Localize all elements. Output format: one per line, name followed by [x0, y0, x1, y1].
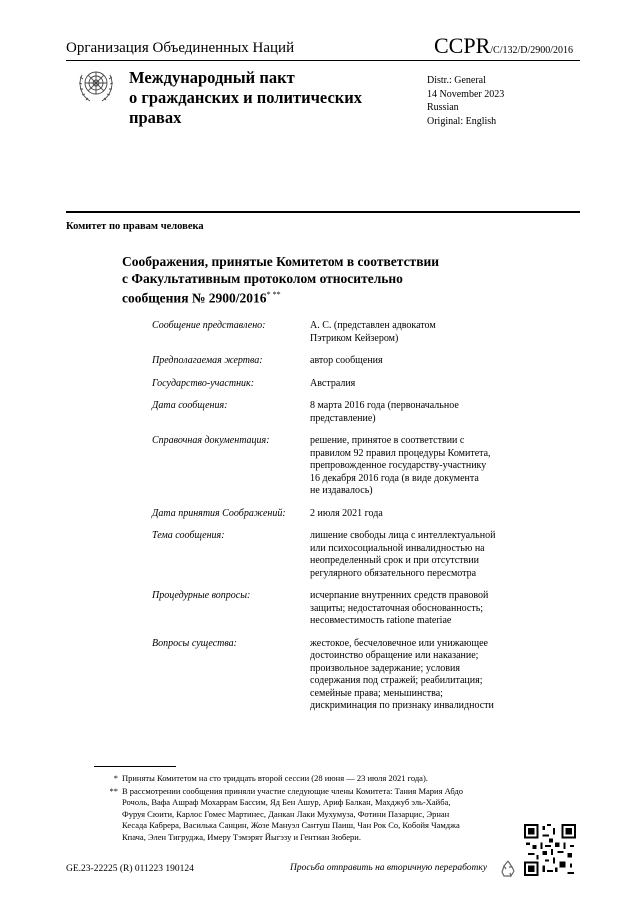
footnote-line: Рочоль, Вафа Ашраф Мохаррам Бассим, Яд Бен Ашур, Ариф Балкан, Махджуб эль-Хайба, — [122, 797, 451, 807]
metadata-label: Вопросы существа: — [152, 637, 237, 649]
metadata-row — [152, 355, 522, 368]
value-line: дискриминация по признаку инвалидности — [310, 700, 494, 711]
value-line: 8 марта 2016 года (первоначальное — [310, 400, 459, 411]
title-line: Международный пакт — [129, 68, 295, 87]
metadata-value — [310, 378, 522, 391]
value-line: не издавалось) — [310, 485, 373, 496]
metadata-row — [152, 638, 522, 713]
value-line: защиты; недостаточная обоснованность; — [310, 602, 484, 614]
metadata-row — [152, 508, 522, 521]
value-line: правилом 92 правил процедуры Комитета, — [310, 447, 491, 459]
value-line: лишение свободы лица с интеллектуальной — [310, 530, 496, 541]
metadata-value — [310, 530, 522, 580]
value-line: семейные права; меньшинства; — [310, 687, 443, 699]
document-title-line: Соображения, принятые Комитетом в соответствии — [122, 254, 440, 269]
title-line: правах — [129, 108, 182, 127]
value-line: 16 декабря 2016 года (в виде документа — [310, 472, 479, 484]
job-number: GE.23-22225 (R) 011223 190124 — [66, 864, 194, 874]
metadata-label: Предполагаемая жертва: — [152, 355, 263, 366]
footnote-line: Кесада Кабрера, Василька Санцин, Жозе Мануэл Сантуш Паиш, Чан Рок Со, Кобойя Чамджа — [122, 820, 460, 830]
qr-code-icon — [524, 824, 576, 876]
heading-divider — [66, 211, 580, 213]
metadata-value — [310, 508, 522, 521]
communication-metadata — [152, 320, 522, 723]
metadata-row — [152, 400, 522, 425]
metadata-value — [310, 355, 522, 368]
distribution-line: Distr.: General — [427, 75, 486, 86]
metadata-row — [152, 590, 522, 628]
metadata-row — [152, 435, 522, 498]
value-line: несовместимость ratione materiae — [310, 615, 452, 626]
metadata-value — [310, 638, 522, 713]
value-line: решение, принятое в соответствии с — [310, 435, 465, 446]
document-title — [122, 254, 522, 307]
value-line: или психосоциальной инвалидностью на — [310, 542, 485, 554]
distribution-language: Russian — [427, 102, 459, 113]
value-line: 2 июля 2021 года — [310, 507, 383, 519]
value-line: Пэтриком Кейзером) — [310, 332, 399, 344]
footnote-reference: * ** — [266, 290, 281, 299]
footnote-mark: ** — [109, 785, 118, 796]
metadata-row — [152, 378, 522, 391]
metadata-label: Дата принятия Соображений: — [152, 507, 286, 519]
recycle-icon — [498, 858, 518, 878]
footnote-text — [122, 786, 463, 844]
footnote-text — [122, 773, 428, 785]
symbol-main: CCPR — [434, 33, 491, 58]
footnote-line: В рассмотрении сообщения приняли участие следующие члены Комитета: Тания Мария Абдо — [122, 785, 464, 796]
value-line: жестокое, бесчеловечное или унижающее — [310, 637, 488, 649]
document-title-line: с Факультативным протоколом относительно — [122, 270, 403, 286]
document-symbol — [434, 33, 573, 59]
metadata-label: Дата сообщения: — [152, 400, 228, 411]
document-title-line — [122, 287, 522, 307]
metadata-value — [310, 590, 522, 628]
covenant-title — [129, 68, 409, 128]
footnote-line: Кпача, Элен Тигруджа, Имеру Тэмэрят Йыгэзу и Гентиан Зюбери. — [122, 831, 361, 842]
footnote-line: Фуруя Сюити, Карлос Гомес Мартинес, Данкан Лаки Мухумуза, Фотини Пазарцис, Эрнан — [122, 808, 450, 819]
footnote-mark: * — [113, 773, 118, 783]
metadata-label: Процедурные вопросы: — [152, 590, 251, 601]
symbol-sub: /C/132/D/2900/2016 — [490, 45, 574, 56]
value-line: Австралия — [310, 377, 356, 389]
organization-name: Организация Объединенных Наций — [66, 40, 295, 56]
value-line: достоинство обращение или наказание; — [310, 650, 479, 661]
value-line: препровожденное государству-участнику — [310, 460, 487, 471]
value-line: регулярного обязательного пересмотра — [310, 567, 477, 579]
value-line: исчерпание внутренних средств правовой — [310, 590, 489, 601]
metadata-label: Тема сообщения: — [152, 530, 225, 541]
document-title-text: сообщения № 2900/2016 — [122, 290, 267, 306]
footnote — [96, 773, 520, 785]
value-line: А. С. (представлен адвокатом — [310, 320, 436, 331]
distribution-block — [427, 74, 504, 128]
value-line: автор сообщения — [310, 355, 383, 366]
metadata-value — [310, 435, 522, 498]
footnote-line: Приняты Комитетом на сто тридцать второй сессии (28 июня — 23 июля 2021 года). — [122, 773, 428, 783]
metadata-row — [152, 530, 522, 580]
value-line: неопределенный срок и при отсутствии — [310, 555, 479, 566]
value-line: содержания под стражей; реабилитация; — [310, 675, 483, 686]
footnotes — [96, 773, 520, 844]
header-divider — [66, 60, 580, 61]
metadata-label: Справочная документация: — [152, 435, 270, 446]
metadata-label: Сообщение представлено: — [152, 320, 266, 331]
title-line: о гражданских и политических — [129, 88, 363, 107]
metadata-label: Государство-участник: — [152, 377, 255, 389]
footnote — [96, 786, 520, 844]
value-line: представление) — [310, 412, 376, 424]
metadata-value — [310, 320, 522, 345]
metadata-row — [152, 320, 522, 345]
recycle-notice: Просьба отправить на вторичную переработку — [290, 863, 488, 873]
footnote-divider — [94, 766, 176, 767]
distribution-date: 14 November 2023 — [427, 88, 505, 100]
value-line: произвольное задержание; условия — [310, 662, 460, 674]
metadata-value — [310, 400, 522, 425]
committee-name: Комитет по правам человека — [66, 221, 204, 232]
distribution-original: Original: English — [427, 115, 497, 127]
un-emblem-icon — [74, 63, 118, 107]
